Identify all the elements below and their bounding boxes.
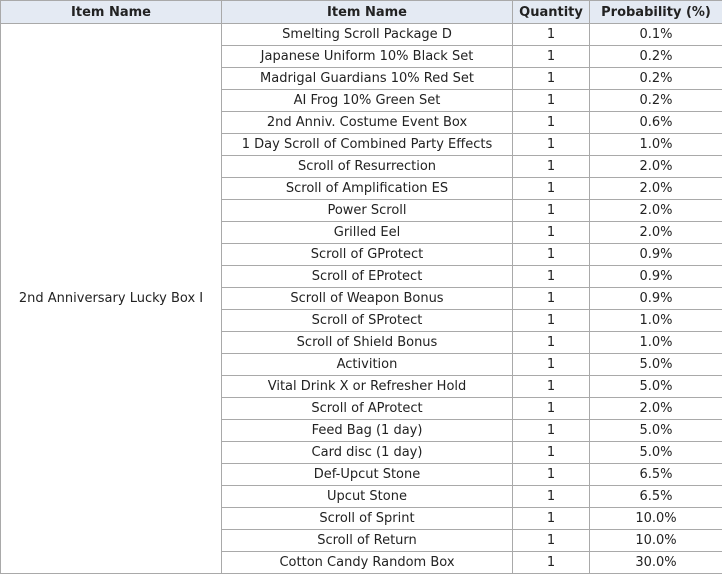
- item-name-cell: Cotton Candy Random Box: [222, 552, 513, 574]
- quantity-cell: 1: [513, 200, 590, 222]
- item-name-cell: Scroll of Shield Bonus: [222, 332, 513, 354]
- probability-cell: 5.0%: [590, 354, 722, 376]
- header-box-name: Item Name: [1, 1, 222, 24]
- probability-cell: 5.0%: [590, 376, 722, 398]
- item-name-cell: Vital Drink X or Refresher Hold: [222, 376, 513, 398]
- quantity-cell: 1: [513, 486, 590, 508]
- quantity-cell: 1: [513, 376, 590, 398]
- quantity-cell: 1: [513, 310, 590, 332]
- probability-cell: 2.0%: [590, 156, 722, 178]
- probability-cell: 6.5%: [590, 486, 722, 508]
- item-name-cell: Japanese Uniform 10% Black Set: [222, 46, 513, 68]
- item-name-cell: Scroll of Sprint: [222, 508, 513, 530]
- probability-cell: 2.0%: [590, 398, 722, 420]
- item-name-cell: Activition: [222, 354, 513, 376]
- probability-cell: 2.0%: [590, 200, 722, 222]
- quantity-cell: 1: [513, 464, 590, 486]
- probability-cell: 0.9%: [590, 288, 722, 310]
- item-name-cell: Scroll of AProtect: [222, 398, 513, 420]
- probability-cell: 1.0%: [590, 134, 722, 156]
- item-name-cell: Madrigal Guardians 10% Red Set: [222, 68, 513, 90]
- probability-cell: 0.9%: [590, 266, 722, 288]
- item-name-cell: Grilled Eel: [222, 222, 513, 244]
- probability-cell: 0.1%: [590, 24, 722, 46]
- probability-cell: 6.5%: [590, 464, 722, 486]
- header-quantity: Quantity: [513, 1, 590, 24]
- quantity-cell: 1: [513, 332, 590, 354]
- probability-cell: 0.2%: [590, 46, 722, 68]
- item-name-cell: 2nd Anniv. Costume Event Box: [222, 112, 513, 134]
- quantity-cell: 1: [513, 24, 590, 46]
- quantity-cell: 1: [513, 156, 590, 178]
- header-row: [1, 1, 722, 24]
- quantity-cell: 1: [513, 530, 590, 552]
- quantity-cell: 1: [513, 288, 590, 310]
- quantity-cell: 1: [513, 222, 590, 244]
- quantity-cell: 1: [513, 46, 590, 68]
- item-name-cell: Feed Bag (1 day): [222, 420, 513, 442]
- header-probability: Probability (%): [590, 1, 722, 24]
- probability-cell: 1.0%: [590, 332, 722, 354]
- item-name-cell: Scroll of GProtect: [222, 244, 513, 266]
- probability-cell: 10.0%: [590, 508, 722, 530]
- probability-cell: 2.0%: [590, 178, 722, 200]
- probability-cell: 0.6%: [590, 112, 722, 134]
- item-name-cell: Scroll of EProtect: [222, 266, 513, 288]
- item-name-cell: Scroll of Resurrection: [222, 156, 513, 178]
- item-name-cell: Def-Upcut Stone: [222, 464, 513, 486]
- probability-cell: 5.0%: [590, 420, 722, 442]
- quantity-cell: 1: [513, 68, 590, 90]
- quantity-cell: 1: [513, 442, 590, 464]
- probability-cell: 2.0%: [590, 222, 722, 244]
- box-name-cell: 2nd Anniversary Lucky Box Ⅰ: [1, 24, 222, 574]
- probability-cell: 0.9%: [590, 244, 722, 266]
- quantity-cell: 1: [513, 134, 590, 156]
- probability-cell: 1.0%: [590, 310, 722, 332]
- probability-cell: 0.2%: [590, 68, 722, 90]
- quantity-cell: 1: [513, 178, 590, 200]
- quantity-cell: 1: [513, 552, 590, 574]
- quantity-cell: 1: [513, 354, 590, 376]
- table-row: [1, 24, 722, 46]
- probability-cell: 30.0%: [590, 552, 722, 574]
- quantity-cell: 1: [513, 90, 590, 112]
- item-name-cell: Upcut Stone: [222, 486, 513, 508]
- quantity-cell: 1: [513, 420, 590, 442]
- quantity-cell: 1: [513, 112, 590, 134]
- quantity-cell: 1: [513, 244, 590, 266]
- probability-cell: 5.0%: [590, 442, 722, 464]
- probability-cell: 10.0%: [590, 530, 722, 552]
- item-name-cell: 1 Day Scroll of Combined Party Effects: [222, 134, 513, 156]
- item-name-cell: AI Frog 10% Green Set: [222, 90, 513, 112]
- quantity-cell: 1: [513, 508, 590, 530]
- item-name-cell: Scroll of Weapon Bonus: [222, 288, 513, 310]
- header-item-name: Item Name: [222, 1, 513, 24]
- item-name-cell: Card disc (1 day): [222, 442, 513, 464]
- item-name-cell: Scroll of Amplification ES: [222, 178, 513, 200]
- quantity-cell: 1: [513, 266, 590, 288]
- item-name-cell: Smelting Scroll Package D: [222, 24, 513, 46]
- item-name-cell: Scroll of SProtect: [222, 310, 513, 332]
- item-name-cell: Power Scroll: [222, 200, 513, 222]
- item-name-cell: Scroll of Return: [222, 530, 513, 552]
- probability-cell: 0.2%: [590, 90, 722, 112]
- quantity-cell: 1: [513, 398, 590, 420]
- table-body: [1, 24, 722, 574]
